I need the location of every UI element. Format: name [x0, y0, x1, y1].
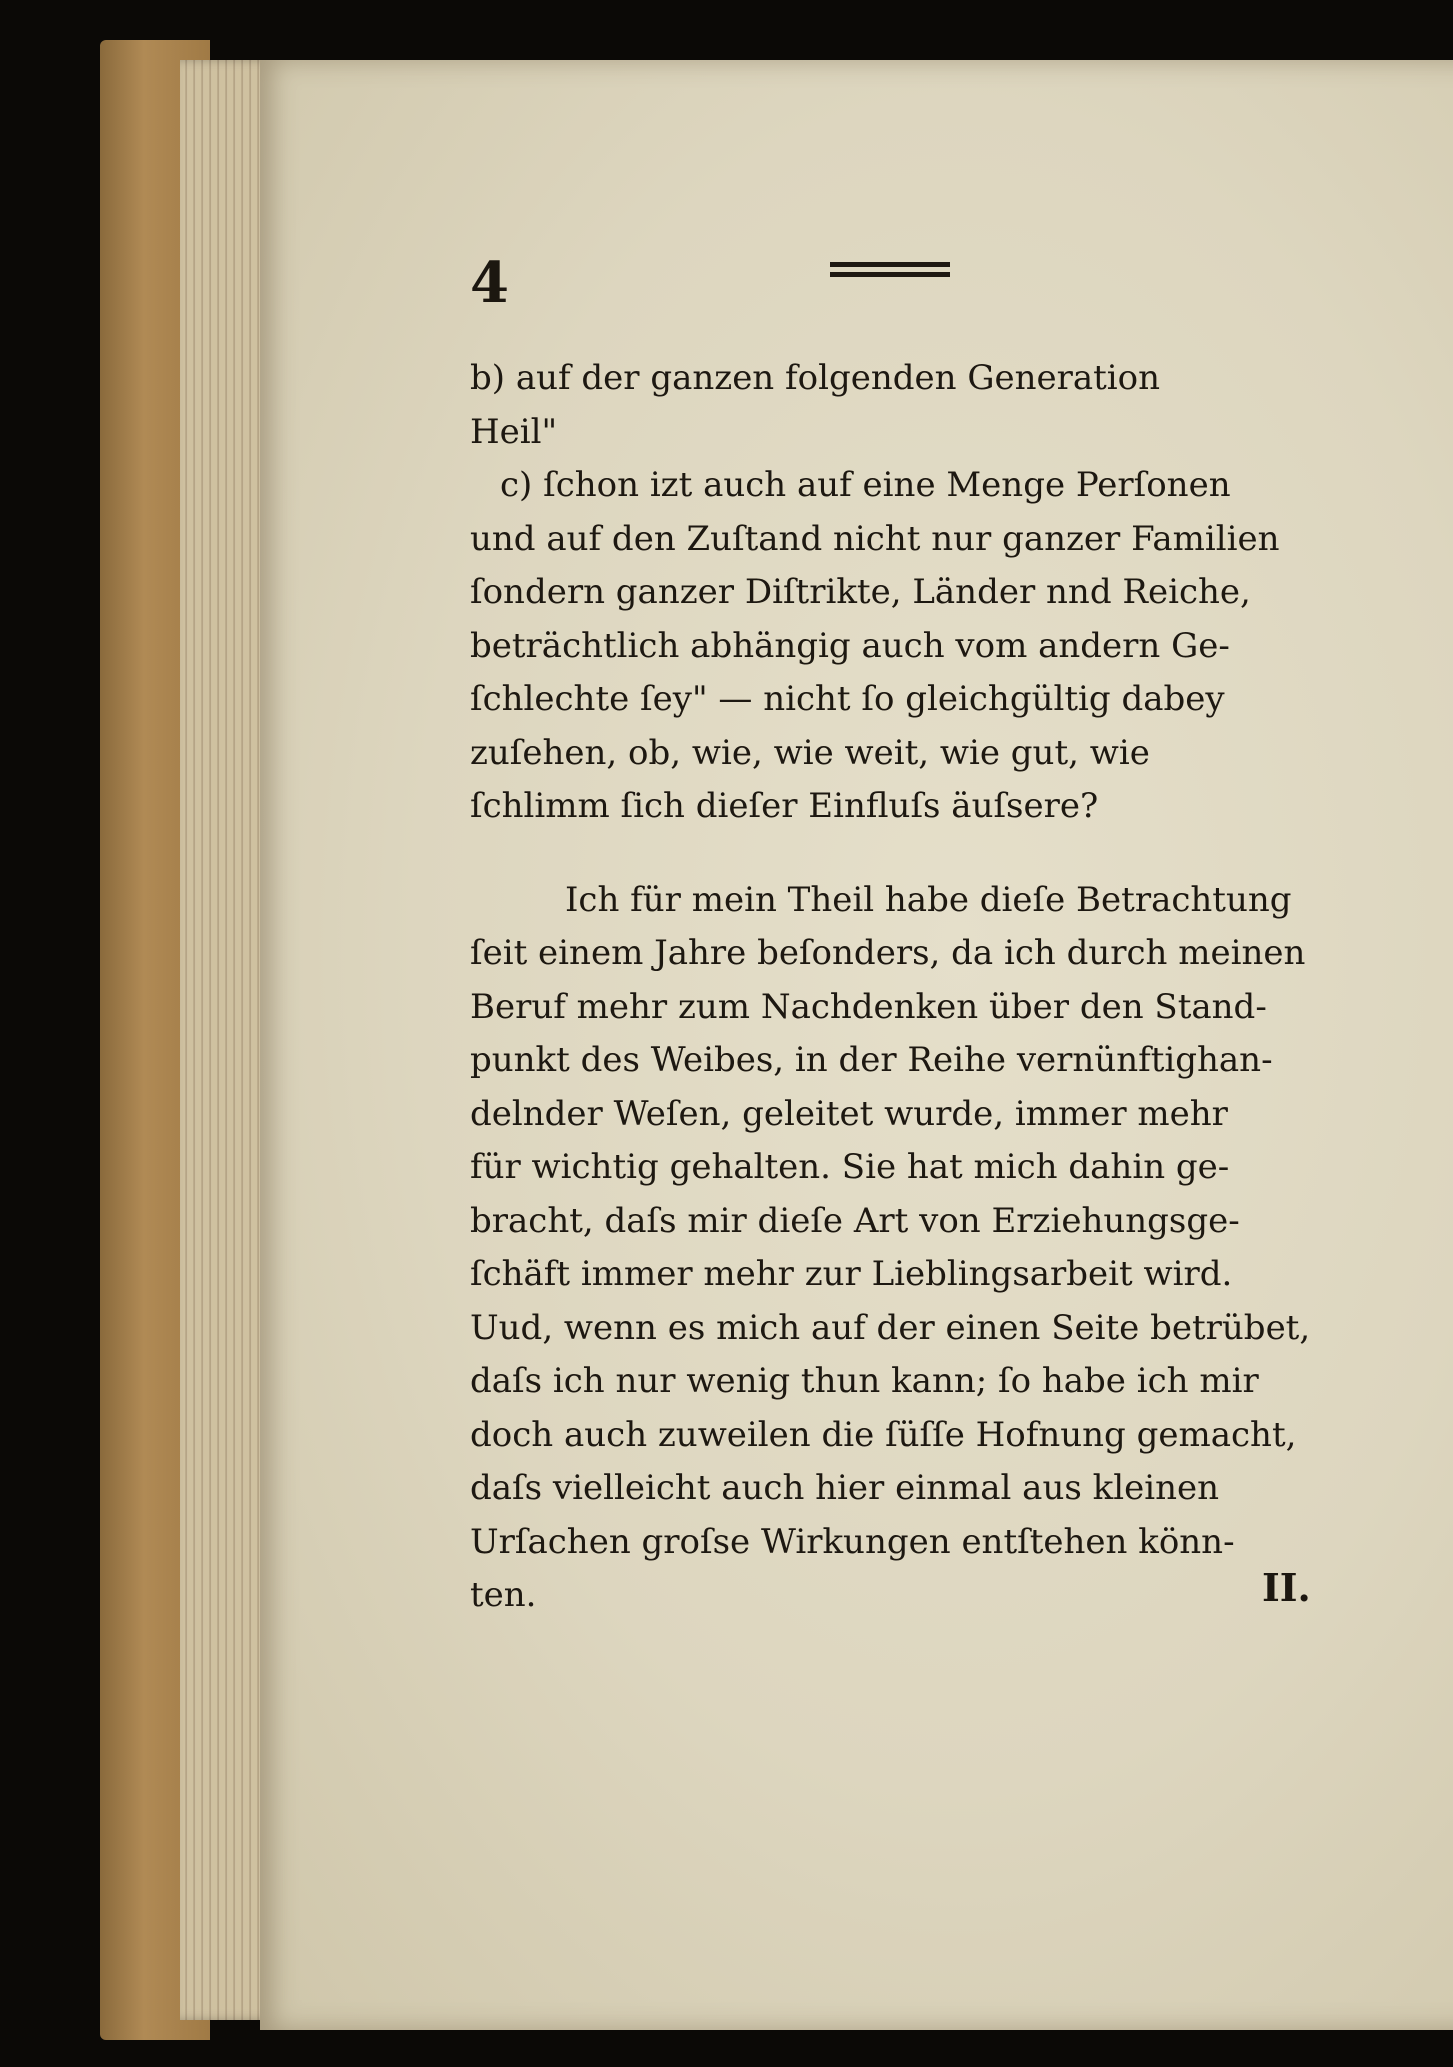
- text-line: Urſachen groſse Wirkungen entſtehen könn-: [470, 1521, 1235, 1562]
- text-line: für wichtig gehalten. Sie hat mich dahin ge-: [470, 1147, 1230, 1187]
- page-number: 4: [470, 250, 509, 316]
- text-line: ſchlimm ſich dieſer Einfluſs äuſsere?: [470, 786, 1099, 826]
- text-line: delnder Weſen, geleitet wurde, immer mehr: [470, 1093, 1228, 1134]
- text-line: b) auf der ganzen folgenden Generation: [470, 358, 1161, 398]
- text-line: und auf den Zuſtand nicht nur ganzer Familien: [470, 518, 1280, 559]
- text-line: doch auch zuweilen die ſüſſe Hofnung gemacht,: [470, 1414, 1297, 1455]
- page-header: [470, 250, 1330, 320]
- text-line: daſs ich nur wenig thun kann; ſo habe ich mir: [470, 1361, 1259, 1401]
- header-rule: [830, 262, 950, 282]
- text-line: bracht, daſs mir dieſe Art von Erziehungsge-: [470, 1200, 1240, 1241]
- text-line: Beruf mehr zum Nachdenken über den Stand-: [470, 986, 1267, 1027]
- text-line: Uud, wenn es mich auf der einen Seite betrübet,: [470, 1307, 1311, 1348]
- text-line: Ich für mein Theil habe dieſe Betrachtung: [565, 879, 1292, 920]
- text-line: ſondern ganzer Diſtrikte, Länder nnd Reiche,: [470, 572, 1251, 612]
- catchword: II.: [1262, 1565, 1311, 1610]
- text-line: c) ſchon izt auch auf eine Menge Perſonen: [500, 465, 1231, 505]
- text-line: daſs vielleicht auch hier einmal aus kleinen: [470, 1468, 1219, 1508]
- text-line: punkt des Weibes, in der Reihe vernünftighan-: [470, 1040, 1273, 1080]
- text-line: ten.: [470, 1575, 537, 1615]
- page-text: [470, 352, 1320, 1623]
- text-line: zuſehen, ob, wie, wie weit, wie gut, wie: [470, 732, 1150, 773]
- text-line: ſeit einem Jahre beſonders, da ich durch meinen: [470, 933, 1306, 973]
- text-line: Heil": [470, 411, 558, 452]
- text-line: ſchlechte ſey" — nicht ſo gleichgültig dabey: [470, 679, 1225, 719]
- text-line: beträchtlich abhängig auch vom andern Ge-: [470, 625, 1230, 666]
- text-line: ſchäft immer mehr zur Lieblingsarbeit wird.: [470, 1254, 1233, 1294]
